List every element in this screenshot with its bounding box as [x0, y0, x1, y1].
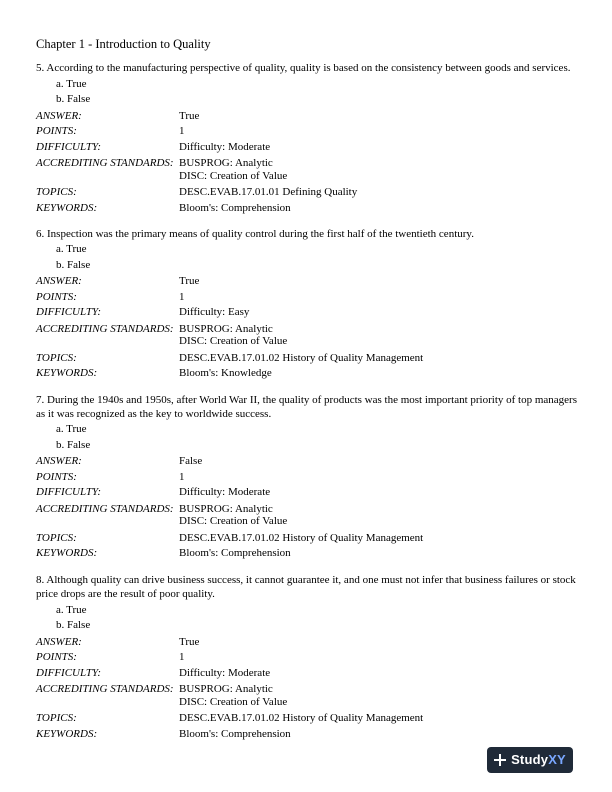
chapter-title: Chapter 1 - Introduction to Quality: [36, 37, 211, 51]
topics-value: DESC.EVAB.17.01.01 Defining Quality: [179, 186, 358, 199]
question-item: [36, 227, 581, 382]
standards-row: [36, 683, 581, 708]
topics-row: [36, 185, 581, 201]
choice-option: b. False: [56, 438, 91, 451]
standards-label: ACCREDITING STANDARDS:: [36, 683, 174, 696]
difficulty-label: DIFFICULTY:: [36, 486, 102, 499]
topics-row: [36, 531, 581, 547]
difficulty-label: DIFFICULTY:: [36, 140, 102, 153]
points-label: POINTS:: [36, 651, 77, 664]
choice-option: b. False: [56, 619, 91, 632]
document-page: [36, 36, 581, 753]
standards-label: ACCREDITING STANDARDS:: [36, 502, 174, 515]
keywords-value: Bloom's: Comprehension: [179, 201, 291, 214]
keywords-label: KEYWORDS:: [36, 547, 98, 560]
keywords-row: [36, 366, 581, 382]
answer-label: ANSWER:: [36, 455, 82, 468]
answer-label: ANSWER:: [36, 635, 82, 648]
difficulty-label: DIFFICULTY:: [36, 306, 102, 319]
keywords-row: [36, 727, 581, 743]
standard-entry: DISC: Creation of Value: [179, 335, 288, 348]
standard-entry: BUSPROG: Analytic: [179, 502, 273, 515]
keywords-value: Bloom's: Comprehension: [179, 547, 291, 560]
points-row: [36, 290, 581, 306]
logo-text: [511, 752, 566, 769]
question-text: 7. During the 1940s and 1950s, after World War II, the quality of products was the most important priority of top managers as it was recognized as the key to worldwide success.: [36, 393, 577, 421]
question-item: [36, 61, 581, 216]
points-label: POINTS:: [36, 290, 77, 303]
standards-value: [179, 683, 581, 708]
choice-option: a. True: [56, 603, 87, 616]
topics-value: DESC.EVAB.17.01.02 History of Quality Management: [179, 351, 424, 364]
standards-row: [36, 157, 581, 182]
standards-value: [179, 503, 581, 528]
difficulty-label: DIFFICULTY:: [36, 666, 102, 679]
choice-option: b. False: [56, 93, 91, 106]
logo-text-main: Study: [511, 751, 549, 767]
standard-entry: BUSPROG: Analytic: [179, 322, 273, 335]
standard-entry: BUSPROG: Analytic: [179, 683, 273, 696]
topics-row: [36, 351, 581, 367]
choice-list: [56, 242, 581, 273]
choice-option: b. False: [56, 258, 91, 271]
plus-icon: [494, 754, 506, 766]
difficulty-row: [36, 305, 581, 321]
standards-label: ACCREDITING STANDARDS:: [36, 322, 174, 335]
points-row: [36, 470, 581, 486]
keywords-value: Bloom's: Knowledge: [179, 367, 272, 380]
choice-list: [56, 603, 581, 634]
standard-entry: DISC: Creation of Value: [179, 695, 288, 708]
question-text: 6. Inspection was the primary means of quality control during the first half of the twentieth century.: [36, 228, 474, 241]
standards-value: [179, 157, 581, 182]
points-value: 1: [179, 470, 185, 483]
topics-value: DESC.EVAB.17.01.02 History of Quality Management: [179, 712, 424, 725]
standards-label: ACCREDITING STANDARDS:: [36, 157, 174, 170]
difficulty-row: [36, 140, 581, 156]
keywords-label: KEYWORDS:: [36, 201, 98, 214]
standard-entry: BUSPROG: Analytic: [179, 157, 273, 170]
choice-option: a. True: [56, 423, 87, 436]
answer-row: [36, 109, 581, 125]
difficulty-value: Difficulty: Moderate: [179, 140, 271, 153]
standard-entry: DISC: Creation of Value: [179, 169, 288, 182]
keywords-label: KEYWORDS:: [36, 727, 98, 740]
answer-value: True: [179, 109, 200, 122]
choice-list: [56, 422, 581, 453]
points-row: [36, 124, 581, 140]
keywords-row: [36, 546, 581, 562]
keywords-label: KEYWORDS:: [36, 367, 98, 380]
points-label: POINTS:: [36, 470, 77, 483]
difficulty-row: [36, 666, 581, 682]
logo-text-highlight: XY: [548, 751, 566, 767]
points-label: POINTS:: [36, 125, 77, 138]
choice-option: a. True: [56, 243, 87, 256]
answer-label: ANSWER:: [36, 275, 82, 288]
topics-label: TOPICS:: [36, 531, 77, 544]
keywords-row: [36, 201, 581, 217]
question-text: 8. Although quality can drive business success, it cannot guarantee it, and one must not infer that business failures or stock price drops are the result of poor quality.: [36, 573, 576, 601]
standards-value: [179, 323, 581, 348]
points-value: 1: [179, 651, 185, 664]
topics-label: TOPICS:: [36, 186, 77, 199]
points-value: 1: [179, 290, 185, 303]
choice-list: [56, 77, 581, 108]
question-item: [36, 393, 581, 562]
topics-row: [36, 711, 581, 727]
studyxy-logo: [487, 747, 573, 773]
choice-option: a. True: [56, 77, 87, 90]
answer-value: True: [179, 275, 200, 288]
points-value: 1: [179, 125, 185, 138]
difficulty-value: Difficulty: Moderate: [179, 666, 271, 679]
difficulty-row: [36, 485, 581, 501]
difficulty-value: Difficulty: Easy: [179, 306, 250, 319]
answer-row: [36, 274, 581, 290]
points-row: [36, 650, 581, 666]
standard-entry: DISC: Creation of Value: [179, 515, 288, 528]
answer-label: ANSWER:: [36, 109, 82, 122]
topics-label: TOPICS:: [36, 351, 77, 364]
difficulty-value: Difficulty: Moderate: [179, 486, 271, 499]
standards-row: [36, 503, 581, 528]
answer-row: [36, 454, 581, 470]
standards-row: [36, 323, 581, 348]
question-item: [36, 573, 581, 742]
topics-label: TOPICS:: [36, 712, 77, 725]
question-list: [36, 61, 581, 742]
answer-value: True: [179, 635, 200, 648]
question-text: 5. According to the manufacturing perspective of quality, quality is based on the consistency between goods and services.: [36, 62, 571, 75]
answer-row: [36, 635, 581, 651]
answer-value: False: [179, 455, 203, 468]
keywords-value: Bloom's: Comprehension: [179, 727, 291, 740]
topics-value: DESC.EVAB.17.01.02 History of Quality Management: [179, 531, 424, 544]
